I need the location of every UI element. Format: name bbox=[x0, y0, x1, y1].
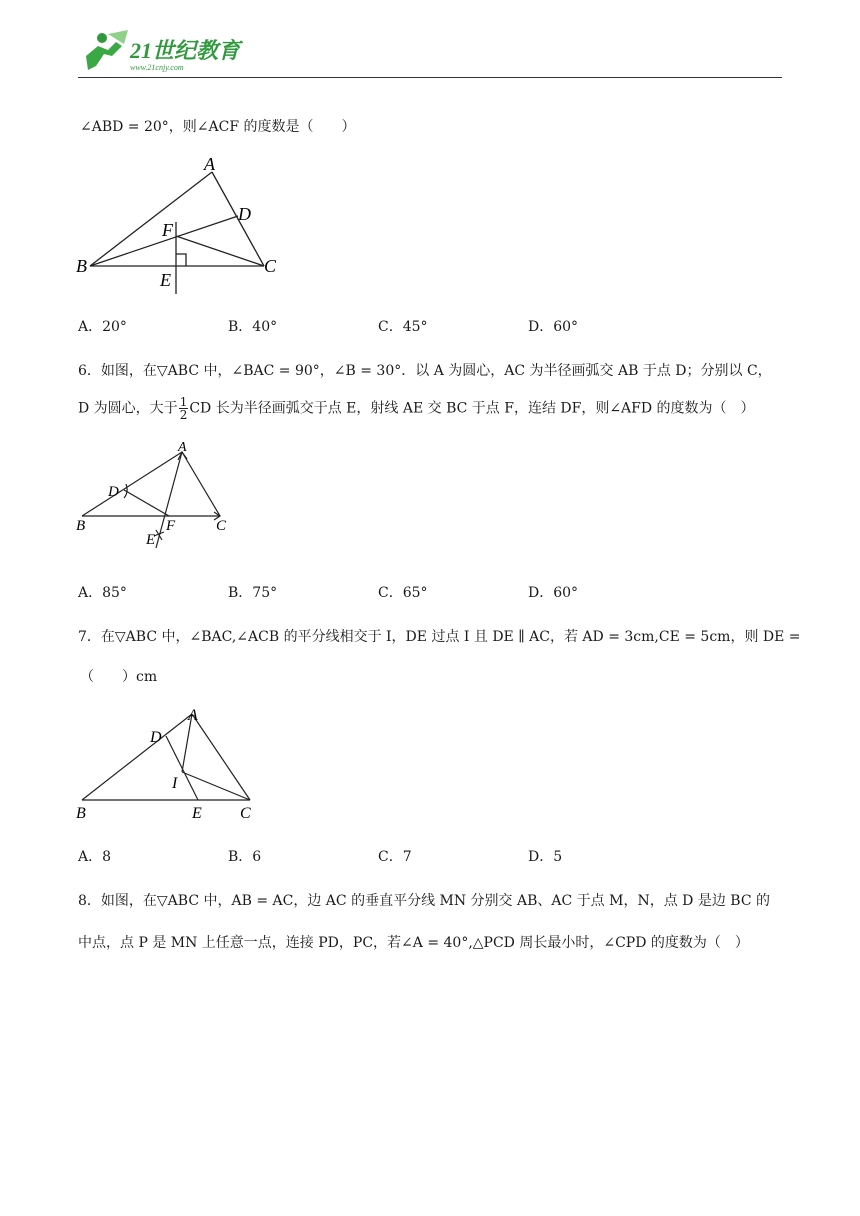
runner-icon bbox=[86, 30, 128, 70]
q6-stem-line1: 6．如图，在▽ABC 中，∠BAC = 90°，∠B = 30°．以 A 为圆心，AC 为半径画弧交 AB 于点 D；分别以 C， bbox=[78, 363, 772, 379]
q6-option-c[interactable]: C．65° bbox=[378, 585, 428, 601]
logo-text: 21世纪教育 bbox=[130, 38, 241, 63]
q6-option-d[interactable]: D．60° bbox=[528, 585, 579, 601]
q6-fraction bbox=[179, 396, 189, 421]
q6-stem-line2-pre: D 为圆心，大于 bbox=[78, 400, 178, 417]
q6-label-B: B bbox=[76, 518, 86, 534]
q5-option-a[interactable]: A．20° bbox=[78, 319, 127, 335]
q5-option-b[interactable]: B．40° bbox=[228, 319, 278, 335]
q6-label-E: E bbox=[146, 532, 156, 548]
q5-label-A: A bbox=[204, 154, 215, 174]
q7-figure bbox=[74, 700, 274, 826]
q7-option-c[interactable]: C．7 bbox=[378, 849, 412, 865]
q6-label-A: A bbox=[178, 440, 187, 455]
q5-label-E: E bbox=[160, 270, 171, 290]
q5-option-d[interactable]: D．60° bbox=[528, 319, 579, 335]
q7-option-d[interactable]: D．5 bbox=[528, 849, 563, 865]
site-logo bbox=[78, 26, 248, 78]
q6-option-b[interactable]: B．75° bbox=[228, 585, 278, 601]
q5-option-c[interactable]: C．45° bbox=[378, 319, 428, 335]
q7-label-A: A bbox=[188, 707, 198, 724]
q7-label-E: E bbox=[192, 805, 202, 822]
q6-stem-line2 bbox=[78, 396, 755, 421]
q5-stem-tail: ∠ABD = 20°，则∠ACF 的度数是（ ） bbox=[80, 119, 356, 135]
q5-figure bbox=[74, 150, 304, 300]
q6-label-D: D bbox=[108, 484, 119, 500]
q7-option-b[interactable]: B．6 bbox=[228, 849, 262, 865]
q7-stem-line1: 7．在▽ABC 中，∠BAC,∠ACB 的平分线相交于 I，DE 过点 I 且 DE ∥ AC，若 AD = 3cm,CE = 5cm，则 DE = bbox=[78, 629, 801, 645]
q6-option-a[interactable]: A．85° bbox=[78, 585, 127, 601]
logo-url: www.21cnjy.com bbox=[130, 63, 184, 72]
page-header bbox=[78, 26, 782, 78]
q6-label-C: C bbox=[216, 518, 227, 534]
q6-label-F: F bbox=[166, 518, 176, 534]
q8-stem-line2: 中点，点 P 是 MN 上任意一点，连接 PD，PC，若∠A = 40°,△PCD 周长最小时，∠CPD 的度数为（ ） bbox=[78, 935, 749, 951]
q6-fraction-den: 2 bbox=[179, 408, 188, 422]
q5-label-C: C bbox=[264, 256, 277, 276]
q6-fraction-num: 1 bbox=[179, 395, 188, 409]
q5-label-D: D bbox=[238, 204, 251, 224]
q5-label-F: F bbox=[162, 220, 173, 240]
q6-stem-line2-post: CD 长为半径画弧交于点 E，射线 AE 交 BC 于点 F，连结 DF，则∠AFD 的度数为（ ） bbox=[189, 400, 755, 417]
q7-label-I: I bbox=[172, 775, 178, 792]
q8-stem-line1: 8．如图，在▽ABC 中，AB = AC，边 AC 的垂直平分线 MN 分别交 AB、AC 于点 M，N，点 D 是边 BC 的 bbox=[78, 893, 770, 909]
q5-label-B: B bbox=[76, 256, 87, 276]
q7-option-a[interactable]: A．8 bbox=[78, 849, 112, 865]
q7-label-B: B bbox=[76, 805, 86, 822]
q7-label-C: C bbox=[240, 805, 251, 822]
q7-label-D: D bbox=[150, 729, 162, 746]
header-divider bbox=[78, 77, 782, 78]
q7-stem-line2: （ ）cm bbox=[80, 669, 158, 685]
